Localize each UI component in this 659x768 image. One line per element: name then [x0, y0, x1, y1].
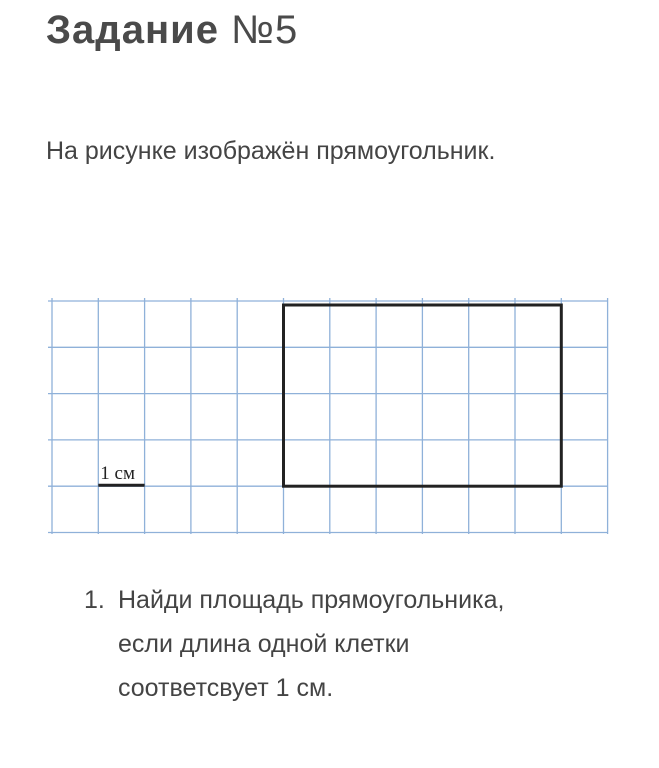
- task-line: Найди площадь прямоугольника,: [118, 586, 505, 614]
- task-number: 1.: [84, 586, 105, 614]
- intro-text: На рисунке изображён прямоугольник.: [46, 137, 496, 165]
- task-line: соответсвует 1 см.: [118, 674, 334, 702]
- task-list: [84, 578, 644, 710]
- grid-drawing: [48, 298, 614, 534]
- task-text: [118, 578, 644, 710]
- title-word: Задание: [46, 8, 219, 52]
- task-line: если длина одной клетки: [118, 630, 410, 658]
- task-item: [84, 578, 644, 710]
- scale-label: 1 см: [100, 463, 136, 485]
- title-number: №5: [231, 8, 299, 52]
- page-title: [46, 8, 298, 53]
- grid-figure: [48, 298, 614, 534]
